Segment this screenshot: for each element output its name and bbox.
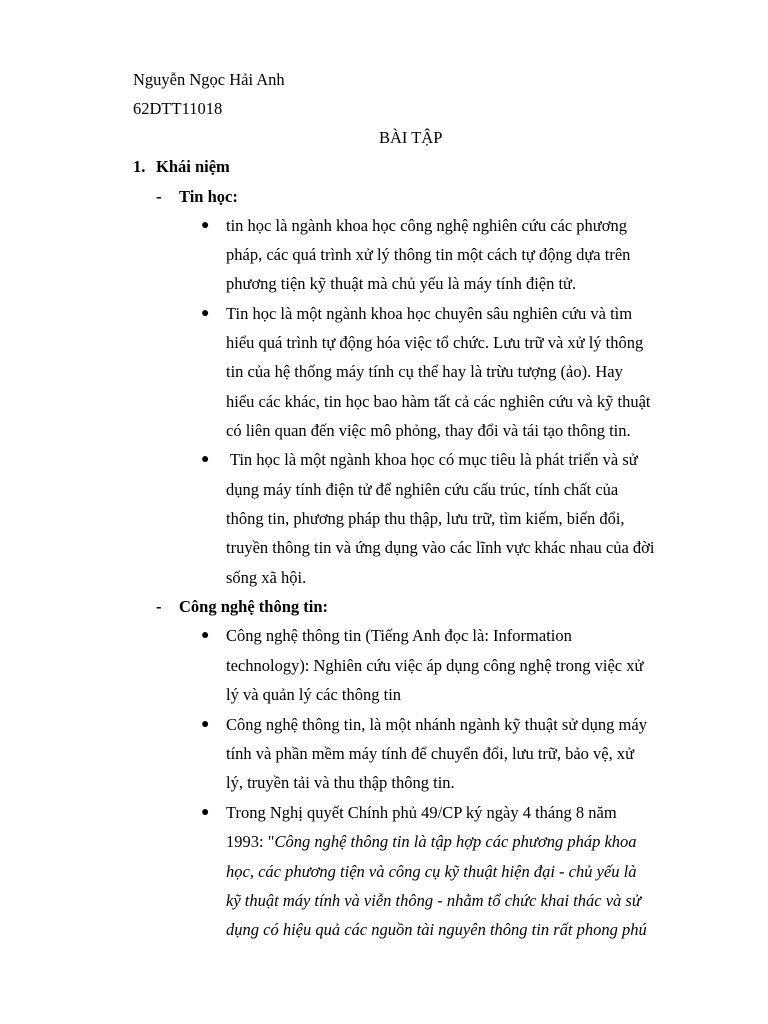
subheading-tin-hoc: Tin học:	[179, 187, 238, 206]
bullet-text-line: technology): Nghiên cứu việc áp dụng công nghệ trong việc xử	[226, 656, 644, 675]
bullet-text-line: dụng máy tính điện tử để nghiên cứu cấu trúc, tính chất của	[226, 480, 619, 499]
bullet-text-line: hiểu các khác, tin học bao hàm tất cả các nghiên cứu và kỹ thuật	[226, 392, 651, 411]
bullet-text-line: pháp, các quá trình xử lý thông tin một cách tự động dựa trên	[226, 245, 631, 264]
bullet-icon: ●	[201, 717, 210, 732]
bullet-text-line: sống xã hội.	[226, 568, 307, 587]
bullet-text-line: truyền thông tin và ứng dụng vào các lĩnh vực khác nhau của đời	[226, 538, 655, 557]
bullet-text-line: tính và phần mềm máy tính để chuyển đổi, lưu trữ, bảo vệ, xử	[226, 744, 635, 763]
quote-open-text: 1993: "	[226, 832, 275, 851]
dash-marker: -	[156, 187, 162, 206]
quote-italic-line: dụng có hiệu quả các nguồn tài nguyên thông tin rất phong phú	[226, 920, 647, 939]
bullet-icon: ●	[201, 218, 210, 233]
bullet-icon: ●	[201, 452, 210, 467]
bullet-text-line	[226, 832, 637, 852]
bullet-text-line: tin của hệ thống máy tính cụ thể hay là trừu tượng (ảo). Hay	[226, 362, 623, 381]
page-title: BÀI TẬP	[379, 128, 443, 147]
dash-marker: -	[156, 597, 162, 616]
quote-italic-line: kỹ thuật máy tính và viễn thông - nhằm tổ chức khai thác và sử	[226, 891, 641, 910]
bullet-text-line: lý và quản lý các thông tin	[226, 685, 402, 704]
bullet-text-line: Tin học là một ngành khoa học chuyên sâu nghiên cứu và tìm	[226, 304, 633, 323]
section-number: 1.	[133, 157, 146, 176]
bullet-text-line: tin học là ngành khoa học công nghệ nghiên cứu các phương	[226, 216, 627, 235]
student-id: 62DTT11018	[133, 99, 223, 118]
bullet-text-line: Trong Nghị quyết Chính phủ 49/CP ký ngày 4 tháng 8 năm	[226, 803, 617, 822]
bullet-icon: ●	[201, 306, 210, 321]
author-name: Nguyễn Ngọc Hải Anh	[133, 70, 285, 89]
bullet-text-line: Công nghệ thông tin, là một nhánh ngành kỹ thuật sử dụng máy	[226, 715, 647, 734]
bullet-text-line: Công nghệ thông tin (Tiếng Anh đọc là: Information	[226, 626, 572, 645]
bullet-text-line: hiểu quá trình tự động hóa việc tổ chức. Lưu trữ và xử lý thông	[226, 333, 644, 352]
bullet-text-line: thông tin, phương pháp thu thập, lưu trữ, tìm kiếm, biến đổi,	[226, 509, 625, 528]
bullet-text-line: phương tiện kỹ thuật mà chủ yếu là máy tính điện tử.	[226, 274, 577, 293]
bullet-text-line: Tin học là một ngành khoa học có mục tiêu là phát triển và sử	[226, 450, 638, 469]
bullet-icon: ●	[201, 628, 210, 643]
bullet-text-line: lý, truyền tải và thu thập thông tin.	[226, 773, 455, 792]
bullet-icon: ●	[201, 805, 210, 820]
quote-italic-text: Công nghệ thông tin là tập hợp các phương pháp khoa	[274, 832, 637, 851]
section-heading: Khái niệm	[156, 157, 230, 176]
subheading-cntt: Công nghệ thông tin:	[179, 597, 328, 616]
quote-italic-line: học, các phương tiện và công cụ kỹ thuật hiện đại - chủ yếu là	[226, 862, 637, 881]
bullet-text-line: có liên quan đến việc mô phỏng, thay đổi và tái tạo thông tin.	[226, 421, 631, 440]
